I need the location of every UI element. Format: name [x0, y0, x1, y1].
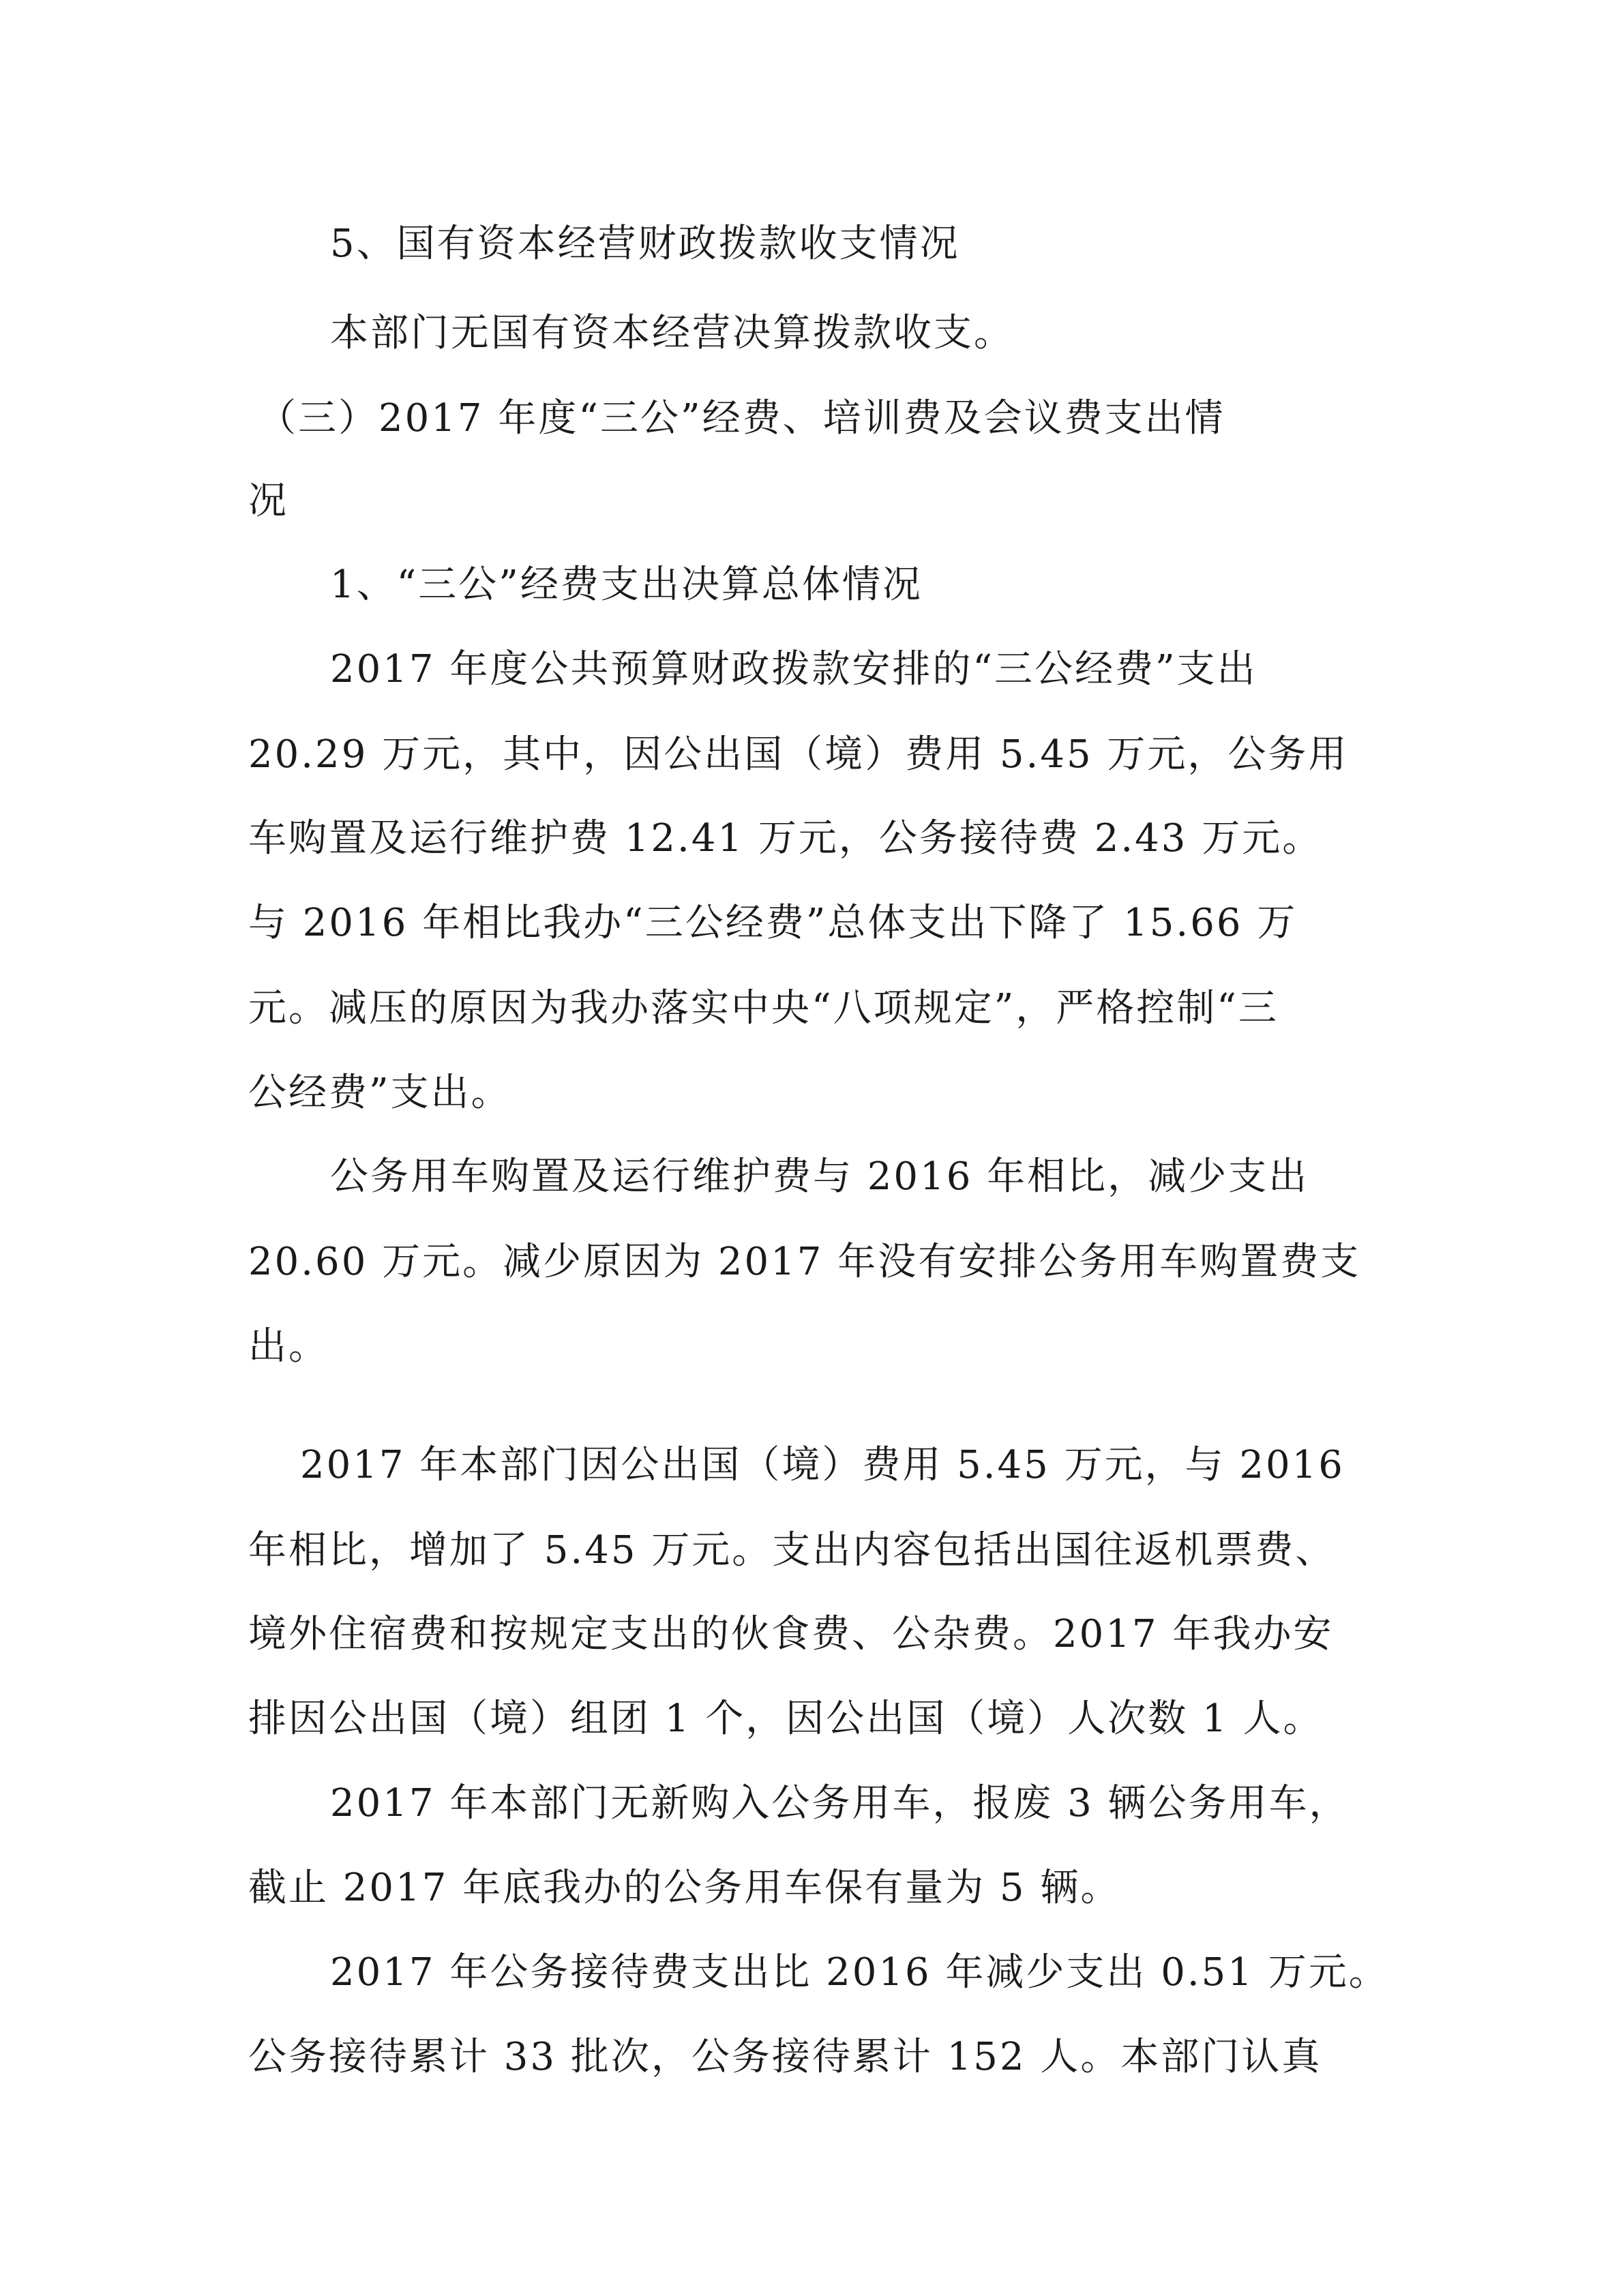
- paragraph-line: 2017 年公务接待费支出比 2016 年减少支出 0.51 万元。: [330, 1950, 1389, 1995]
- paragraph-line: 出。: [248, 1324, 329, 1369]
- paragraph-line: 2017 年本部门因公出国（境）费用 5.45 万元，与 2016: [300, 1443, 1345, 1487]
- section-heading-three-public: （三）2017 年度“三公”经费、培训费及会议费支出情: [258, 396, 1225, 441]
- paragraph-line: 公务接待累计 33 批次，公务接待累计 152 人。本部门认真: [248, 2035, 1322, 2079]
- subsection-heading-overall: 1、“三公”经费支出决算总体情况: [330, 563, 923, 607]
- paragraph-line: 本部门无国有资本经营决算拨款收支。: [330, 311, 1014, 355]
- paragraph-line: 元。减压的原因为我办落实中央“八项规定”，严格控制“三: [248, 986, 1279, 1030]
- paragraph-line: 20.60 万元。减少原因为 2017 年没有安排公务用车购置费支: [248, 1240, 1361, 1284]
- section-heading-continued: 况: [248, 479, 288, 523]
- paragraph-line: 排因公出国（境）组团 1 个，因公出国（境）人次数 1 人。: [248, 1697, 1324, 1741]
- paragraph-line: 2017 年度公共预算财政拨款安排的“三公经费”支出: [330, 647, 1257, 691]
- paragraph-line: 与 2016 年相比我办“三公经费”总体支出下降了 15.66 万: [248, 901, 1298, 945]
- paragraph-line: 境外住宿费和按规定支出的伙食费、公杂费。2017 年我办安: [248, 1612, 1334, 1656]
- paragraph-line: 公务用车购置及运行维护费与 2016 年相比，减少支出: [330, 1154, 1309, 1199]
- paragraph-line: 20.29 万元，其中，因公出国（境）费用 5.45 万元，公务用: [248, 732, 1349, 777]
- paragraph-line: 截止 2017 年底我办的公务用车保有量为 5 辆。: [248, 1866, 1121, 1910]
- paragraph-line: 公经费”支出。: [248, 1071, 511, 1115]
- paragraph-line: 车购置及运行维护费 12.41 万元，公务接待费 2.43 万元。: [248, 816, 1323, 861]
- section-heading-state-capital: 5、国有资本经营财政拨款收支情况: [330, 222, 960, 266]
- paragraph-line: 2017 年本部门无新购入公务用车，报废 3 辆公务用车，: [330, 1781, 1350, 1825]
- paragraph-line: 年相比，增加了 5.45 万元。支出内容包括出国往返机票费、: [248, 1528, 1336, 1572]
